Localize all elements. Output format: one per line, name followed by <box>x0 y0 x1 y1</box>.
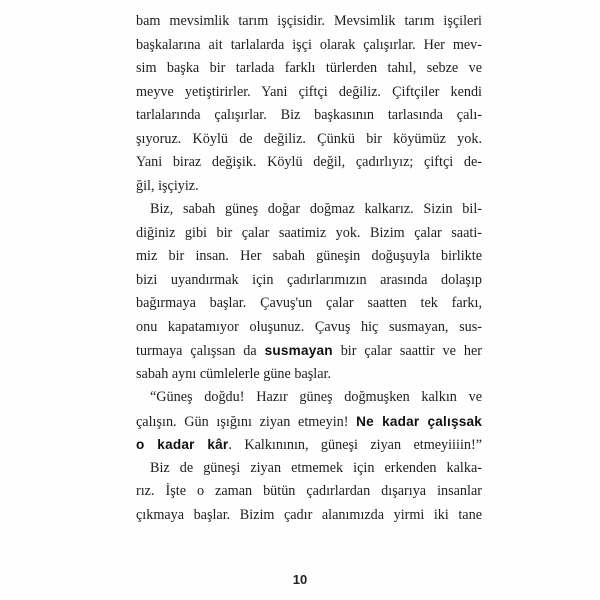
text-line: Yani biraz değişik. Köylü değil, çadırlıyız; çiftçi de- <box>136 154 482 170</box>
emphasis-text: o kadar kâr <box>136 437 229 452</box>
text-line: diğiniz gibi bir çalar saatimiz yok. Bizim çalar saati- <box>136 224 482 241</box>
text-line: şıyoruz. Köylü de değiliz. Çünkü bir köyümüz yok. <box>136 130 482 147</box>
text-line: bam mevsimlik tarım işçisidir. Mevsimlik tarım işçileri <box>136 13 482 29</box>
text-line-with-emphasis <box>136 410 482 434</box>
text-line: miz bir insan. Her sabah güneşin doğuşuyla birlikte <box>136 248 482 264</box>
text-segment: turmaya çalışsan da <box>136 343 265 359</box>
text-line: sabah aynı cümlelerle güne başlar. <box>136 365 332 382</box>
text-line: Biz, sabah güneş doğar doğmaz kalkarız. Sizin bil- <box>150 201 482 217</box>
body-text <box>136 10 482 527</box>
text-line: başkalarına ait tarlalarda işçi olarak çalışırlar. Her mev- <box>136 36 482 53</box>
text-line: çıkmaya başlar. Bizim çadır alanımızda yirmi iki tane <box>136 506 482 523</box>
text-line: bizi uyandırmak için çadırlarımızın arasında dolaşıp <box>136 271 482 288</box>
text-line-with-emphasis <box>136 433 482 457</box>
emphasis-text: susmayan <box>264 343 333 358</box>
text-line: tarlalarında çalışırlar. Biz başkasının tarlasında çalı- <box>136 107 482 123</box>
text-line: onu kapatamıyor oluşunuz. Çavuş hiç susmayan, sus- <box>136 318 482 335</box>
text-segment: çalışın. Gün ışığını ziyan etmeyin! <box>136 413 357 430</box>
text-line: sim başka bir tarlada farklı türlerden tahıl, sebze ve <box>136 60 482 76</box>
text-line: Biz de güneşi ziyan etmemek için erkenden kalka- <box>150 459 482 476</box>
page-number: 10 <box>292 572 308 587</box>
text-line: ğil, işçiyiz. <box>136 177 199 194</box>
text-line: rız. İşte o zaman bütün çadırlardan dışarıya insanlar <box>136 483 482 499</box>
text-segment: bir çalar saattir ve her <box>332 343 482 359</box>
emphasis-text: Ne kadar çalışsak <box>356 413 482 429</box>
text-line-with-emphasis <box>136 339 482 363</box>
text-line: bağırmaya başlar. Çavuş'un çalar saatten tek farkı, <box>136 295 482 311</box>
text-line: meyve yetiştirirler. Yani çiftçi değiliz. Çiftçiler kendi <box>136 83 482 100</box>
text-segment: . Kalkınının, güneşi ziyan etmeyiiiin!” <box>228 437 482 453</box>
text-line: “Güneş doğdu! Hazır güneş doğmuşken kalkın ve <box>150 389 482 405</box>
